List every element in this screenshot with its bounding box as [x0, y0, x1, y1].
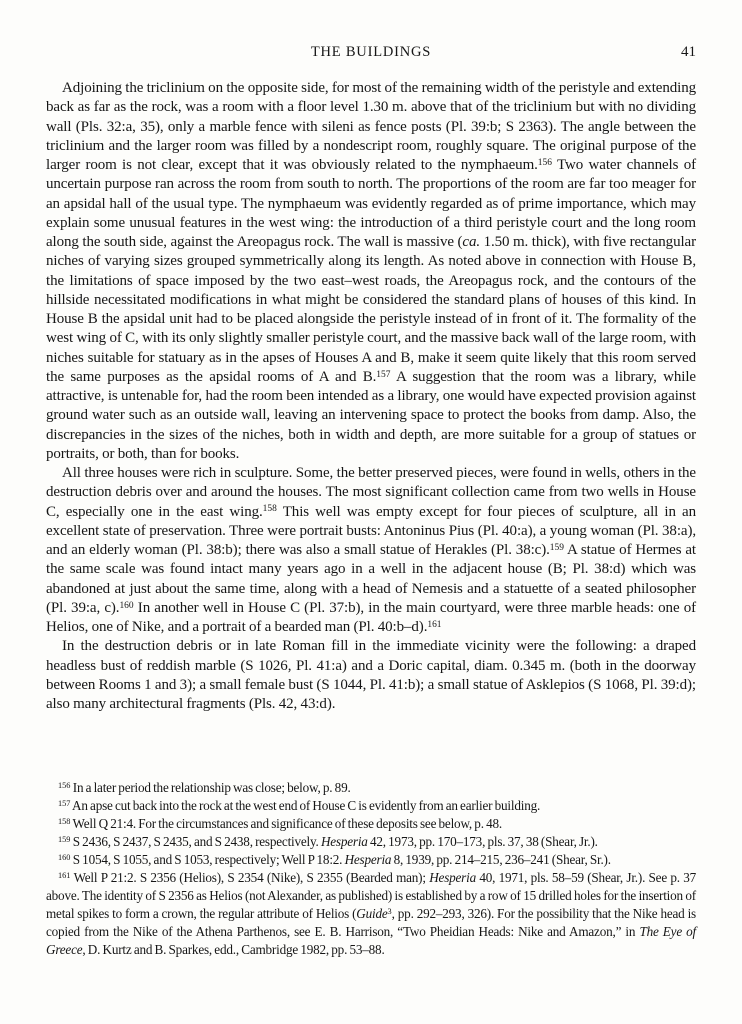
footnote-156: $^{156}$ In a later period the relationship was close; below, p. 89.: [58, 780, 351, 795]
body-paragraph-1: Adjoining the triclinium on the opposite side, for most of the remaining width of the peristyle and extending back as far as the rock, was a room with a floor level 1.30 m. above that of the triclinium but with no dividing wall (Pls. 32:a, 35), only a marble fence with sileni as fence posts (Pl. 39:b; S 2363). The angle between the triclinium and the larger room was filled by a nondescript room, roughly square. The original purpose of the larger room is not clear, except that it was obviously related to the nymphaeum.$^{156}$ Two water channels of uncertain purpose ran across the room from south to north. The proportions of the room are far too meager for an apsidal hall of the usual type. The nymphaeum was evidently regarded as of prime importance, which may explain some unusual features in the west wing: the introduction of a third peristyle court and the long room along the south side, against the Areopagus rock. The wall is massive (ca. 1.50 m. thick), with five rectangular niches of varying sizes grouped symmetrically along its length. As noted above in connection with House B, the limitations of space imposed by the two east–west roads, the Areopagus rock, and the contours of the hillside necessitated modifications in what might be considered the standard plans of houses of this kind. In House B the apsidal unit had to be placed alongside the peristyle instead of in front of it. The formality of the west wing of C, with its only slightly smaller peristyle court, and the massive back wall of the large room, with niches suitable for statuary as in the apses of Houses A and B, make it seem quite likely that this room served the same purposes as the apsidal rooms of A and B.$^{157}$ A suggestion that the room was a library, while attractive, is untenable for, had the room been intended as a library, one would have expected provision against ground water such as an outside wall, leaving an intervening space to protect the books from damp. Also, the discrepancies in the sizes of the niches, both in width and depth, are more suitable for a group of statues or portraits, or both, than for books.: [46, 80, 696, 462]
body-paragraph-2: All three houses were rich in sculpture. Some, the better preserved pieces, were found in wells, others in the destruction debris over and around the houses. The most significant collection came from two wells in House C, especially one in the east wing.$^{158}$ This well was empty except for four pieces of sculpture, all in an excellent state of preservation. Three were portrait busts: Antoninus Pius (Pl. 40:a), a young woman (Pl. 38:a), and an elderly woman (Pl. 38:b); there was also a small statue of Herakles (Pl. 38:c).$^{159}$ A statue of Hermes at the same scale was found intact many years ago in a well in the adjacent house (B; Pl. 38:d) which was abandoned at just about the same time, along with a head of Nemesis and a statuette of a seated philosopher (Pl. 39:a, c).$^{160}$ In another well in House C (Pl. 37:b), in the main courtyard, were three marble heads: one of Helios, one of Nike, and a portrait of a bearded man (Pl. 40:b–d).$^{161}$: [46, 465, 696, 635]
body-paragraph-3: In the destruction debris or in late Roman fill in the immediate vicinity were the following: a draped headless bust of reddish marble (S 1026, Pl. 41:a) and a Doric capital, diam. 0.345 m. (both in the doorway between Rooms 1 and 3); a small female bust (S 1044, Pl. 41:b); a small statue of Asklepios (S 1068, Pl. 39:d); also many architectural fragments (Pls. 42, 43:d).: [46, 638, 696, 712]
footnote-161: $^{161}$ Well P 21:2. S 2356 (Helios), S 2354 (Nike), S 2355 (Bearded man); Hesperia 40, 1971, pls. 58–59 (Shear, Jr.). See p. 37 above. The identity of S 2356 as Helios (not Alexander, as published) is established by a row of 15 drilled holes for the insertion of metal spikes to form a crown, the regular attribute of Helios (Guide$^3$, pp. 292–293, 326). For the possibility that the Nike head is copied from the Nike of the Athena Parthenos, see E. B. Harrison, “Two Pheidian Heads: Nike and Amazon,” in The Eye of Greece, D. Kurtz and B. Sparkes, edd., Cambridge 1982, pp. 53–88.: [46, 870, 697, 957]
page-header: [46, 44, 696, 61]
footnote-160: $^{160}$ S 1054, S 1055, and S 1053, respectively; Well P 18:2. Hesperia 8, 1939, pp. 214–215, 236–241 (Shear, Sr.).: [58, 852, 611, 867]
footnote-159: $^{159}$ S 2436, S 2437, S 2435, and S 2438, respectively. Hesperia 42, 1973, pp. 170–173, pls. 37, 38 (Shear, Jr.).: [58, 834, 598, 849]
page-number: 41: [681, 44, 696, 60]
footnote-157: $^{157}$ An apse cut back into the rock at the west end of House C is evidently from an earlier building.: [58, 798, 541, 813]
running-title: THE BUILDINGS: [310, 44, 432, 60]
footnotes-section: [46, 779, 696, 959]
body-text: [46, 79, 696, 714]
footnote-158: $^{158}$ Well Q 21:4. For the circumstances and significance of these deposits see below, p. 48.: [58, 816, 502, 831]
